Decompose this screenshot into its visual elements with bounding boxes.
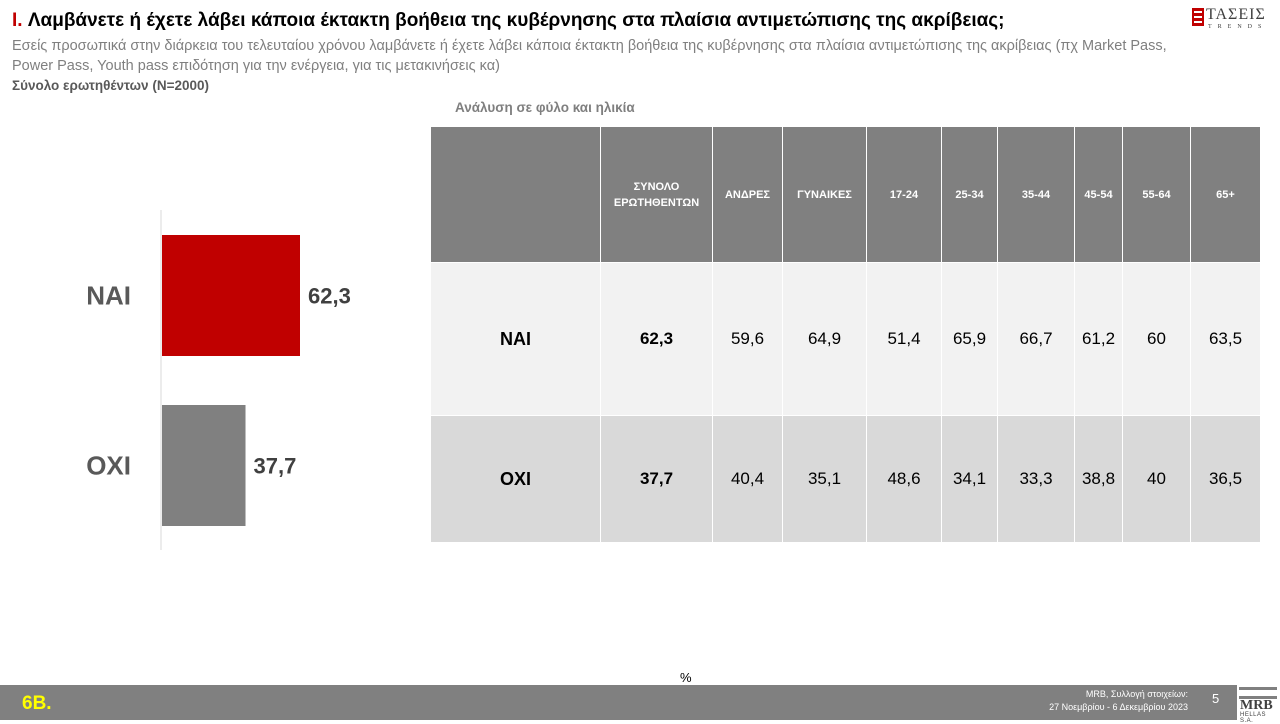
- header-cell: 65+: [1191, 127, 1261, 263]
- table-cell: 62,3: [601, 263, 713, 416]
- mrb-logo-text: MRB: [1240, 698, 1273, 713]
- logo-name: ΤΑΣΕΙΣ: [1206, 6, 1266, 23]
- logo-subtitle: TRENDS: [1208, 24, 1268, 30]
- header-cell: 35-44: [998, 127, 1075, 263]
- mrb-logo: [1237, 685, 1280, 724]
- table-cell: 59,6: [713, 263, 783, 416]
- table-cell: 36,5: [1191, 416, 1261, 543]
- question-title: [12, 10, 1005, 32]
- table-cell: 60: [1123, 263, 1191, 416]
- question-subtitle: Εσείς προσωπικά στην διάρκεια του τελευταίου χρόνου λαμβάνετε ή έχετε λάβει κάποια έκτακτη βοήθεια της κυβέρνησης στα πλαίσια αντιμετώπισης της ακρίβειας (πχ Market Pass, Power Pass, Youth pass επιδότηση για την ενέργεια, για τις μετακινήσεις κα): [12, 38, 1167, 74]
- table-cell: 51,4: [867, 263, 942, 416]
- header-cell: ΣΥΝΟΛΟ ΕΡΩΤΗΘΕΝΤΩΝ: [601, 127, 713, 263]
- taseis-trends-logo: [1192, 6, 1274, 32]
- table-cell: 64,9: [783, 263, 867, 416]
- category-label: ΝΑΙ: [86, 280, 131, 311]
- category-label: ΟΧΙ: [86, 450, 131, 481]
- header-cell: 17-24: [867, 127, 942, 263]
- table-cell: 38,8: [1075, 416, 1123, 543]
- bar-0: [162, 235, 300, 356]
- question-number: I.: [12, 10, 23, 31]
- header-cell-empty: [431, 127, 601, 263]
- table-header-row: [431, 127, 1261, 263]
- table-cell: 66,7: [998, 263, 1075, 416]
- table-cell: 40: [1123, 416, 1191, 543]
- bar-1: [162, 405, 246, 526]
- table-cell: 61,2: [1075, 263, 1123, 416]
- table-cell: 48,6: [867, 416, 942, 543]
- header-cell: ΑΝΔΡΕΣ: [713, 127, 783, 263]
- table-cell: 40,4: [713, 416, 783, 543]
- row-label: ΟΧΙ: [431, 416, 601, 543]
- table-cell: 37,7: [601, 416, 713, 543]
- question-text: Λαμβάνετε ή έχετε λάβει κάποια έκτακτη βοήθεια της κυβέρνησης στα πλαίσια αντιμετώπισης της ακρίβειας;: [27, 10, 1005, 31]
- footer-bar: [0, 685, 1280, 724]
- header-cell: 55-64: [1123, 127, 1191, 263]
- table-caption: Ανάλυση σε φύλο και ηλικία: [455, 100, 635, 115]
- table-cell: 35,1: [783, 416, 867, 543]
- header-cell: 45-54: [1075, 127, 1123, 263]
- slide-code: 6Β.: [22, 693, 52, 714]
- table-row: [431, 263, 1261, 416]
- header-cell: 25-34: [942, 127, 998, 263]
- value-label: 62,3: [308, 283, 351, 309]
- page-number: 5: [1212, 691, 1220, 706]
- table-cell: 63,5: [1191, 263, 1261, 416]
- unit-label: %: [680, 670, 692, 685]
- table-row: [431, 416, 1261, 543]
- source-note: [948, 688, 1188, 714]
- crosstab-table: [430, 126, 1261, 543]
- source-line-1: MRB, Συλλογή στοιχείων:: [1085, 689, 1188, 699]
- sample-base: Σύνολο ερωτηθέντων (N=2000): [12, 78, 209, 93]
- value-label: 37,7: [253, 453, 297, 479]
- logo-mark-icon: [1192, 8, 1204, 26]
- bar-chart: [0, 200, 420, 560]
- header-cell: ΓΥΝΑΙΚΕΣ: [783, 127, 867, 263]
- table-cell: 34,1: [942, 416, 998, 543]
- source-line-2: 27 Νοεμβρίου - 6 Δεκεμβρίου 2023: [1049, 702, 1188, 712]
- table-cell: 33,3: [998, 416, 1075, 543]
- row-label: ΝΑΙ: [431, 263, 601, 416]
- table-cell: 65,9: [942, 263, 998, 416]
- mrb-logo-subtext: HELLAS S.A.: [1240, 712, 1267, 724]
